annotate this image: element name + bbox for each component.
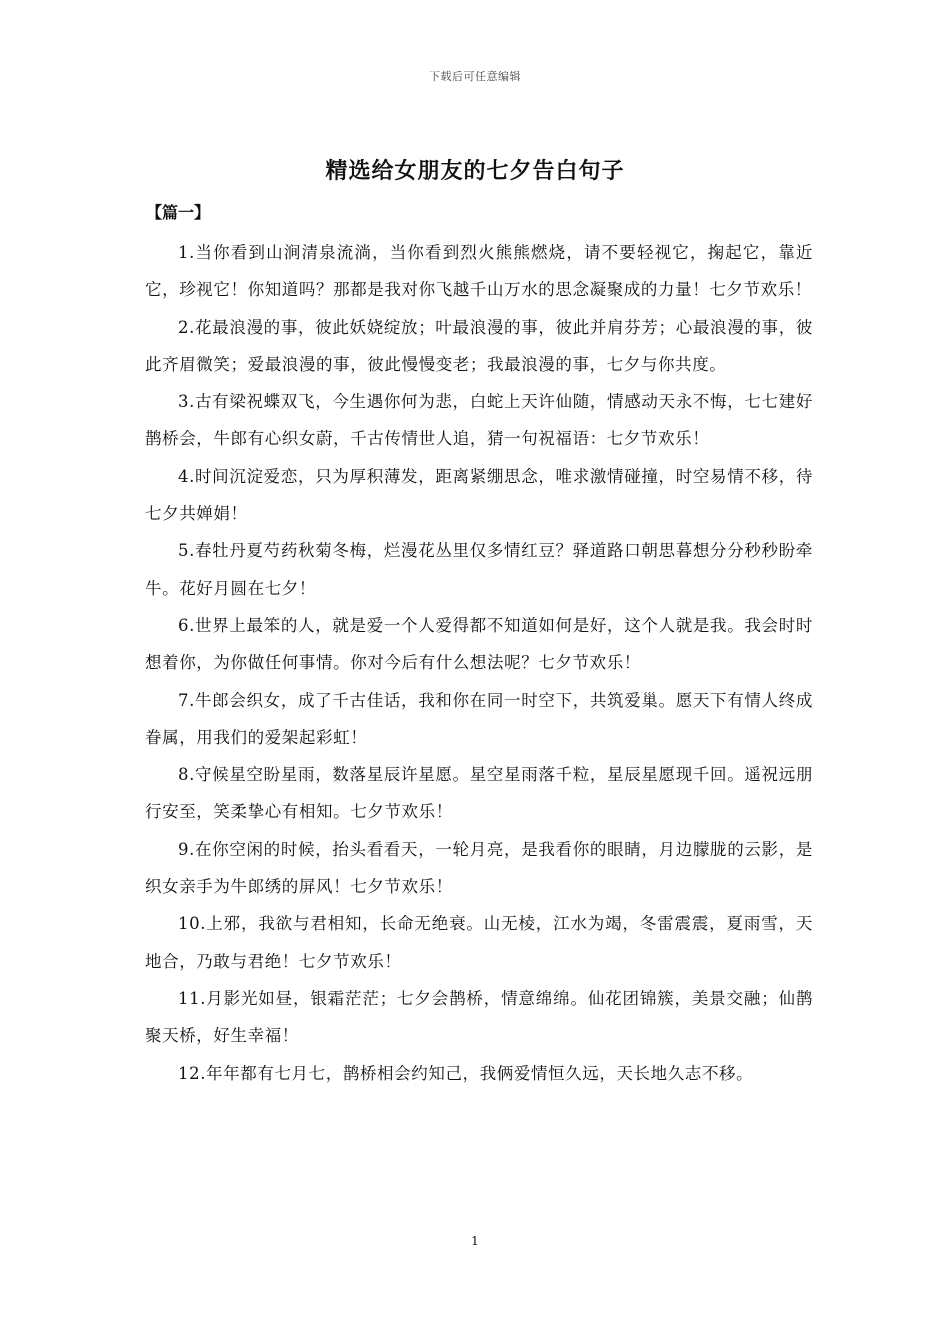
document-title: 精选给女朋友的七夕告白句子 — [325, 159, 625, 184]
body-content — [145, 234, 813, 1092]
paragraph: 4.时间沉淀爱恋，只为厚积薄发，距离紧绷思念，唯求激情碰撞，时空易情不移，待七夕共婵娟！ — [145, 466, 813, 524]
paragraph: 2.花最浪漫的事，彼此妖娆绽放；叶最浪漫的事，彼此并肩芬芳；心最浪漫的事，彼此齐眉微笑；爱最浪漫的事，彼此慢慢变老；我最浪漫的事，七夕与你共度。 — [145, 317, 813, 374]
paragraph: 6.世界上最笨的人，就是爱一个人爱得都不知道如何是好，这个人就是我。我会时时想着你，为你做任何事情。你对今后有什么想法呢？七夕节欢乐！ — [145, 615, 813, 673]
paragraph: 1.当你看到山涧清泉流淌，当你看到烈火熊熊燃烧，请不要轻视它，掬起它，靠近它，珍视它！你知道吗？那都是我对你飞越千山万水的思念凝聚成的力量！七夕节欢乐！ — [145, 243, 813, 300]
paragraph: 3.古有梁祝蝶双飞，今生遇你何为悲，白蛇上天许仙随，情感动天永不悔，七七建好鹊桥会，牛郎有心织女蔚，千古传情世人追，猜一句祝福语：七夕节欢乐！ — [145, 392, 813, 449]
section-label: 【篇一】 — [146, 203, 211, 222]
paragraph: 9.在你空闲的时候，抬头看看天，一轮月亮，是我看你的眼睛，月边朦胧的云影，是织女亲手为牛郎绣的屏风！七夕节欢乐！ — [145, 839, 813, 897]
header-note: 下载后可任意编辑 — [429, 70, 521, 83]
paragraph: 5.春牡丹夏芍药秋菊冬梅，烂漫花丛里仅多情红豆？驿道路口朝思暮想分分秒秒盼牵牛。花好月圆在七夕！ — [145, 541, 813, 598]
paragraph: 8.守候星空盼星雨，数落星辰许星愿。星空星雨落千粒，星辰星愿现千回。遥祝远朋行安至，笑柔挚心有相知。七夕节欢乐！ — [145, 765, 813, 822]
paragraph: 7.牛郎会织女，成了千古佳话，我和你在同一时空下，共筑爱巢。愿天下有情人终成眷属，用我们的爱架起彩虹！ — [145, 690, 813, 747]
paragraph: 10.上邪，我欲与君相知，长命无绝衰。山无棱，江水为竭，冬雷震震，夏雨雪，天地合，乃敢与君绝！七夕节欢乐！ — [145, 914, 813, 971]
paragraph: 12.年年都有七月七，鹊桥相会约知己，我俩爱情恒久远，天长地久志不移。 — [178, 1063, 754, 1083]
page-number: 1 — [471, 1234, 479, 1248]
paragraph: 11.月影光如昼，银霜茫茫；七夕会鹊桥，情意绵绵。仙花团锦簇，美景交融；仙鹊聚天桥，好生幸福！ — [145, 988, 813, 1046]
